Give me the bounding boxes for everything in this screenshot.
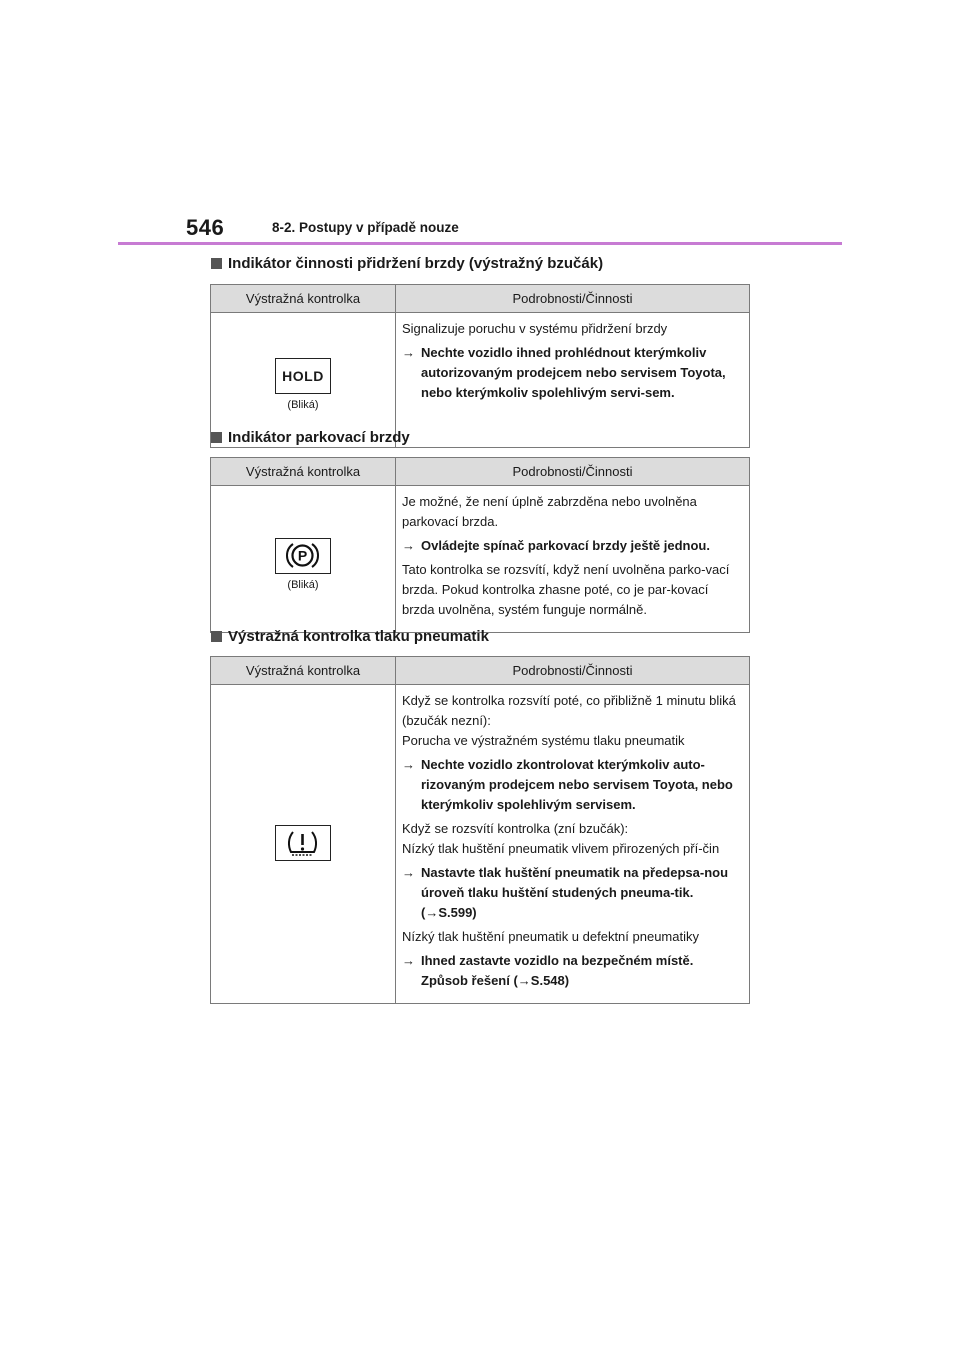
action-item <box>402 951 743 991</box>
bullet-square-icon <box>211 258 222 269</box>
detail-text: Je možné, že není úplně zabrzděna nebo uvolněna parkovací brzda. <box>402 494 697 529</box>
action-text: Nastavte tlak huštění pneumatik na předepsa-nou úroveň tlaku huštění studených pneuma-tik. (→S.599) <box>421 865 729 920</box>
tire-pressure-icon <box>275 825 331 861</box>
arrow-right-icon: → <box>402 538 415 553</box>
action-text: Ovládejte spínač parkovací brzdy ještě jednou. <box>421 538 710 553</box>
arrow-right-icon: → <box>402 757 415 772</box>
action-text: Nechte vozidlo ihned prohlédnout kterýmkoliv autorizovaným prodejcem nebo servisem Toyota, nebo kterýmkoliv spolehlivým servi-sem. <box>421 345 726 400</box>
details-cell <box>396 313 750 448</box>
column-header-indicator: Výstražná kontrolka <box>211 657 396 685</box>
page-number: 546 <box>186 215 225 240</box>
action-text: Ihned zastavte vozidlo na bezpečném místě. Způsob řešení (→S.548) <box>421 953 694 988</box>
action-item <box>402 536 743 556</box>
action-item <box>402 863 743 923</box>
section-heading-text: Indikátor činnosti přidržení brzdy (výstražný bzučák) <box>228 255 604 272</box>
tire-pressure-table <box>210 656 750 1004</box>
hold-warning-table <box>210 284 750 448</box>
section-heading-parking-brake <box>211 429 410 446</box>
detail-text: Když se rozsvítí kontrolka (zní bzučák): <box>402 821 629 836</box>
column-header-details: Podrobnosti/Činnosti <box>396 458 750 486</box>
parking-brake-icon <box>275 538 331 574</box>
action-text: Nechte vozidlo zkontrolovat kterýmkoliv auto-rizovaným prodejcem nebo servisem Toyota, nebo kterýmkoliv spolehlivým servisem. <box>421 757 733 812</box>
detail-text: Porucha ve výstražném systému tlaku pneumatik <box>402 733 685 748</box>
section-heading-tire-pressure <box>211 628 489 645</box>
tire-pressure-svg <box>276 826 329 859</box>
indicator-cell <box>211 313 396 448</box>
svg-text:P: P <box>297 547 308 563</box>
icon-caption: (Bliká) <box>287 578 319 591</box>
parking-brake-table <box>210 457 750 633</box>
detail-text: Když se kontrolka rozsvítí poté, co přibližně 1 minutu bliká (bzučák nezní): <box>402 693 736 728</box>
details-cell <box>396 685 750 1004</box>
column-header-details: Podrobnosti/Činnosti <box>396 657 750 685</box>
hold-icon <box>275 358 331 394</box>
section-heading-text: Indikátor parkovací brzdy <box>228 429 410 446</box>
indicator-cell <box>211 685 396 1004</box>
header-rule <box>118 242 842 245</box>
section-heading-text: Výstražná kontrolka tlaku pneumatik <box>228 628 489 645</box>
detail-text: Nízký tlak huštění pneumatik u defektní pneumatiky <box>402 929 699 944</box>
bullet-square-icon <box>211 432 222 443</box>
bullet-square-icon <box>211 631 222 642</box>
column-header-indicator: Výstražná kontrolka <box>211 285 396 313</box>
details-cell <box>396 486 750 633</box>
chapter-title: 8-2. Postupy v případě nouze <box>272 220 459 235</box>
hold-icon-text: HOLD <box>282 367 324 384</box>
section-heading-hold <box>211 255 603 272</box>
arrow-right-icon: → <box>402 953 415 968</box>
indicator-cell <box>211 486 396 633</box>
detail-text: Nízký tlak huštění pneumatik vlivem přirozených pří-čin <box>402 841 720 856</box>
action-item <box>402 755 743 815</box>
action-item <box>402 343 743 403</box>
column-header-indicator: Výstražná kontrolka <box>211 458 396 486</box>
detail-text: Signalizuje poruchu v systému přidržení brzdy <box>402 321 668 336</box>
icon-caption: (Bliká) <box>287 398 319 411</box>
arrow-right-icon: → <box>402 865 415 880</box>
arrow-right-icon: → <box>402 345 415 360</box>
detail-text: Tato kontrolka se rozsvítí, když není uvolněna parko-vací brzda. Pokud kontrolka zhasne poté, co je par-kovací brzda uvolněna, systém funguje normálně. <box>402 562 730 617</box>
parking-brake-svg <box>276 539 329 572</box>
column-header-details: Podrobnosti/Činnosti <box>396 285 750 313</box>
